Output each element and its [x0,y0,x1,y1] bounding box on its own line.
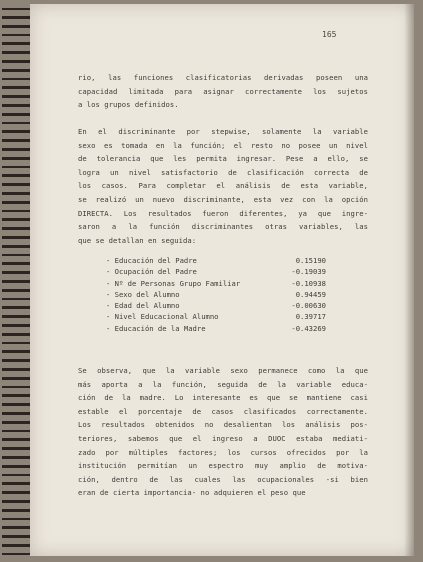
variable-row [106,278,326,289]
variable-coefficient: -0.19039 [291,267,326,277]
page-number: 165 [322,30,337,39]
paragraph-3 [78,364,368,500]
text-line: capacidad limitada para asignar correctamente los sujetos [78,86,368,96]
variable-row [106,255,326,266]
text-line: que se detallan en seguida: [78,235,197,245]
page-edge-shadow [404,4,414,556]
variable-row [106,289,326,300]
text-line: los casos. Para completar el análisis de esta variable, [78,181,368,191]
variable-label: - Nº de Personas Grupo Familiar [106,278,241,288]
variable-coefficient: -0.00630 [291,301,326,311]
variable-row [106,323,326,334]
text-line: teriores, sabemos que el ingreso a DUOC estaba mediati- [78,433,368,443]
paragraph-1 [78,71,368,112]
text-line: estable el porcentaje de casos clasificados correctamente. [78,406,368,416]
variable-coefficient: 0.94459 [295,289,326,299]
paragraph-2 [78,125,368,247]
variable-label: - Nivel Educacional Alumno [106,312,219,322]
variable-row [106,311,326,322]
text-line: eran de cierta importancia- no adquieren el peso que [78,488,306,498]
text-line: a los grupos definidos. [78,100,179,110]
text-line: institución permitían un espectro muy amplio de motiva- [78,461,368,471]
text-line: ción de la madre. Lo interesante es que se mantiene casi [78,393,368,403]
variable-coefficient: -0.10938 [291,278,326,288]
variable-coefficient: 0.15190 [295,256,326,265]
text-line: logra un nivel satisfactorio de clasificación correcta de [78,167,368,177]
text-line: Se observa, que la variable sexo permanece como la que [78,366,368,375]
variable-label: - Sexo del Alumno [106,289,180,299]
text-line: saron a la función discriminantes otras variables, las [78,222,368,232]
variable-coefficient: -0.43269 [291,323,326,333]
text-line: sexo es tomada en la función; el resto no posee un nivel [78,140,368,150]
spiral-binding [0,8,34,556]
text-line: DIRECTA. Los resultados fueron diferentes, ya que ingre- [78,208,368,218]
text-line: ción, dentro de las cuales las ocupacionales -si bien [78,474,368,484]
text-line: de tolerancia que les permita ingresar. Pese a ello, se [78,154,368,164]
text-line: más aporta a la función, seguida de la variable educa- [78,379,368,389]
variable-label: - Edad del Alumno [106,301,180,311]
text-line: rio, las funciones clasificatorias derivadas poseen una [78,73,368,82]
text-line: zado por múltiples factores; los cursos ofrecidos por la [78,447,368,457]
text-line: En el discriminante por stepwise, solamente la variable [78,127,368,136]
variable-label: - Educación de la Madre [106,323,206,333]
variable-label: - Ocupación del Padre [106,267,197,277]
variable-row [106,266,326,277]
variables-list [106,255,326,334]
text-line: Los resultados obtenidos no desalientan los análisis pos- [78,420,368,430]
text-line: se realizó un nuevo discriminante, esta vez con la opción [78,194,368,204]
variable-row [106,300,326,311]
variable-label: - Educación del Padre [106,256,197,265]
variable-coefficient: 0.39717 [295,312,326,322]
